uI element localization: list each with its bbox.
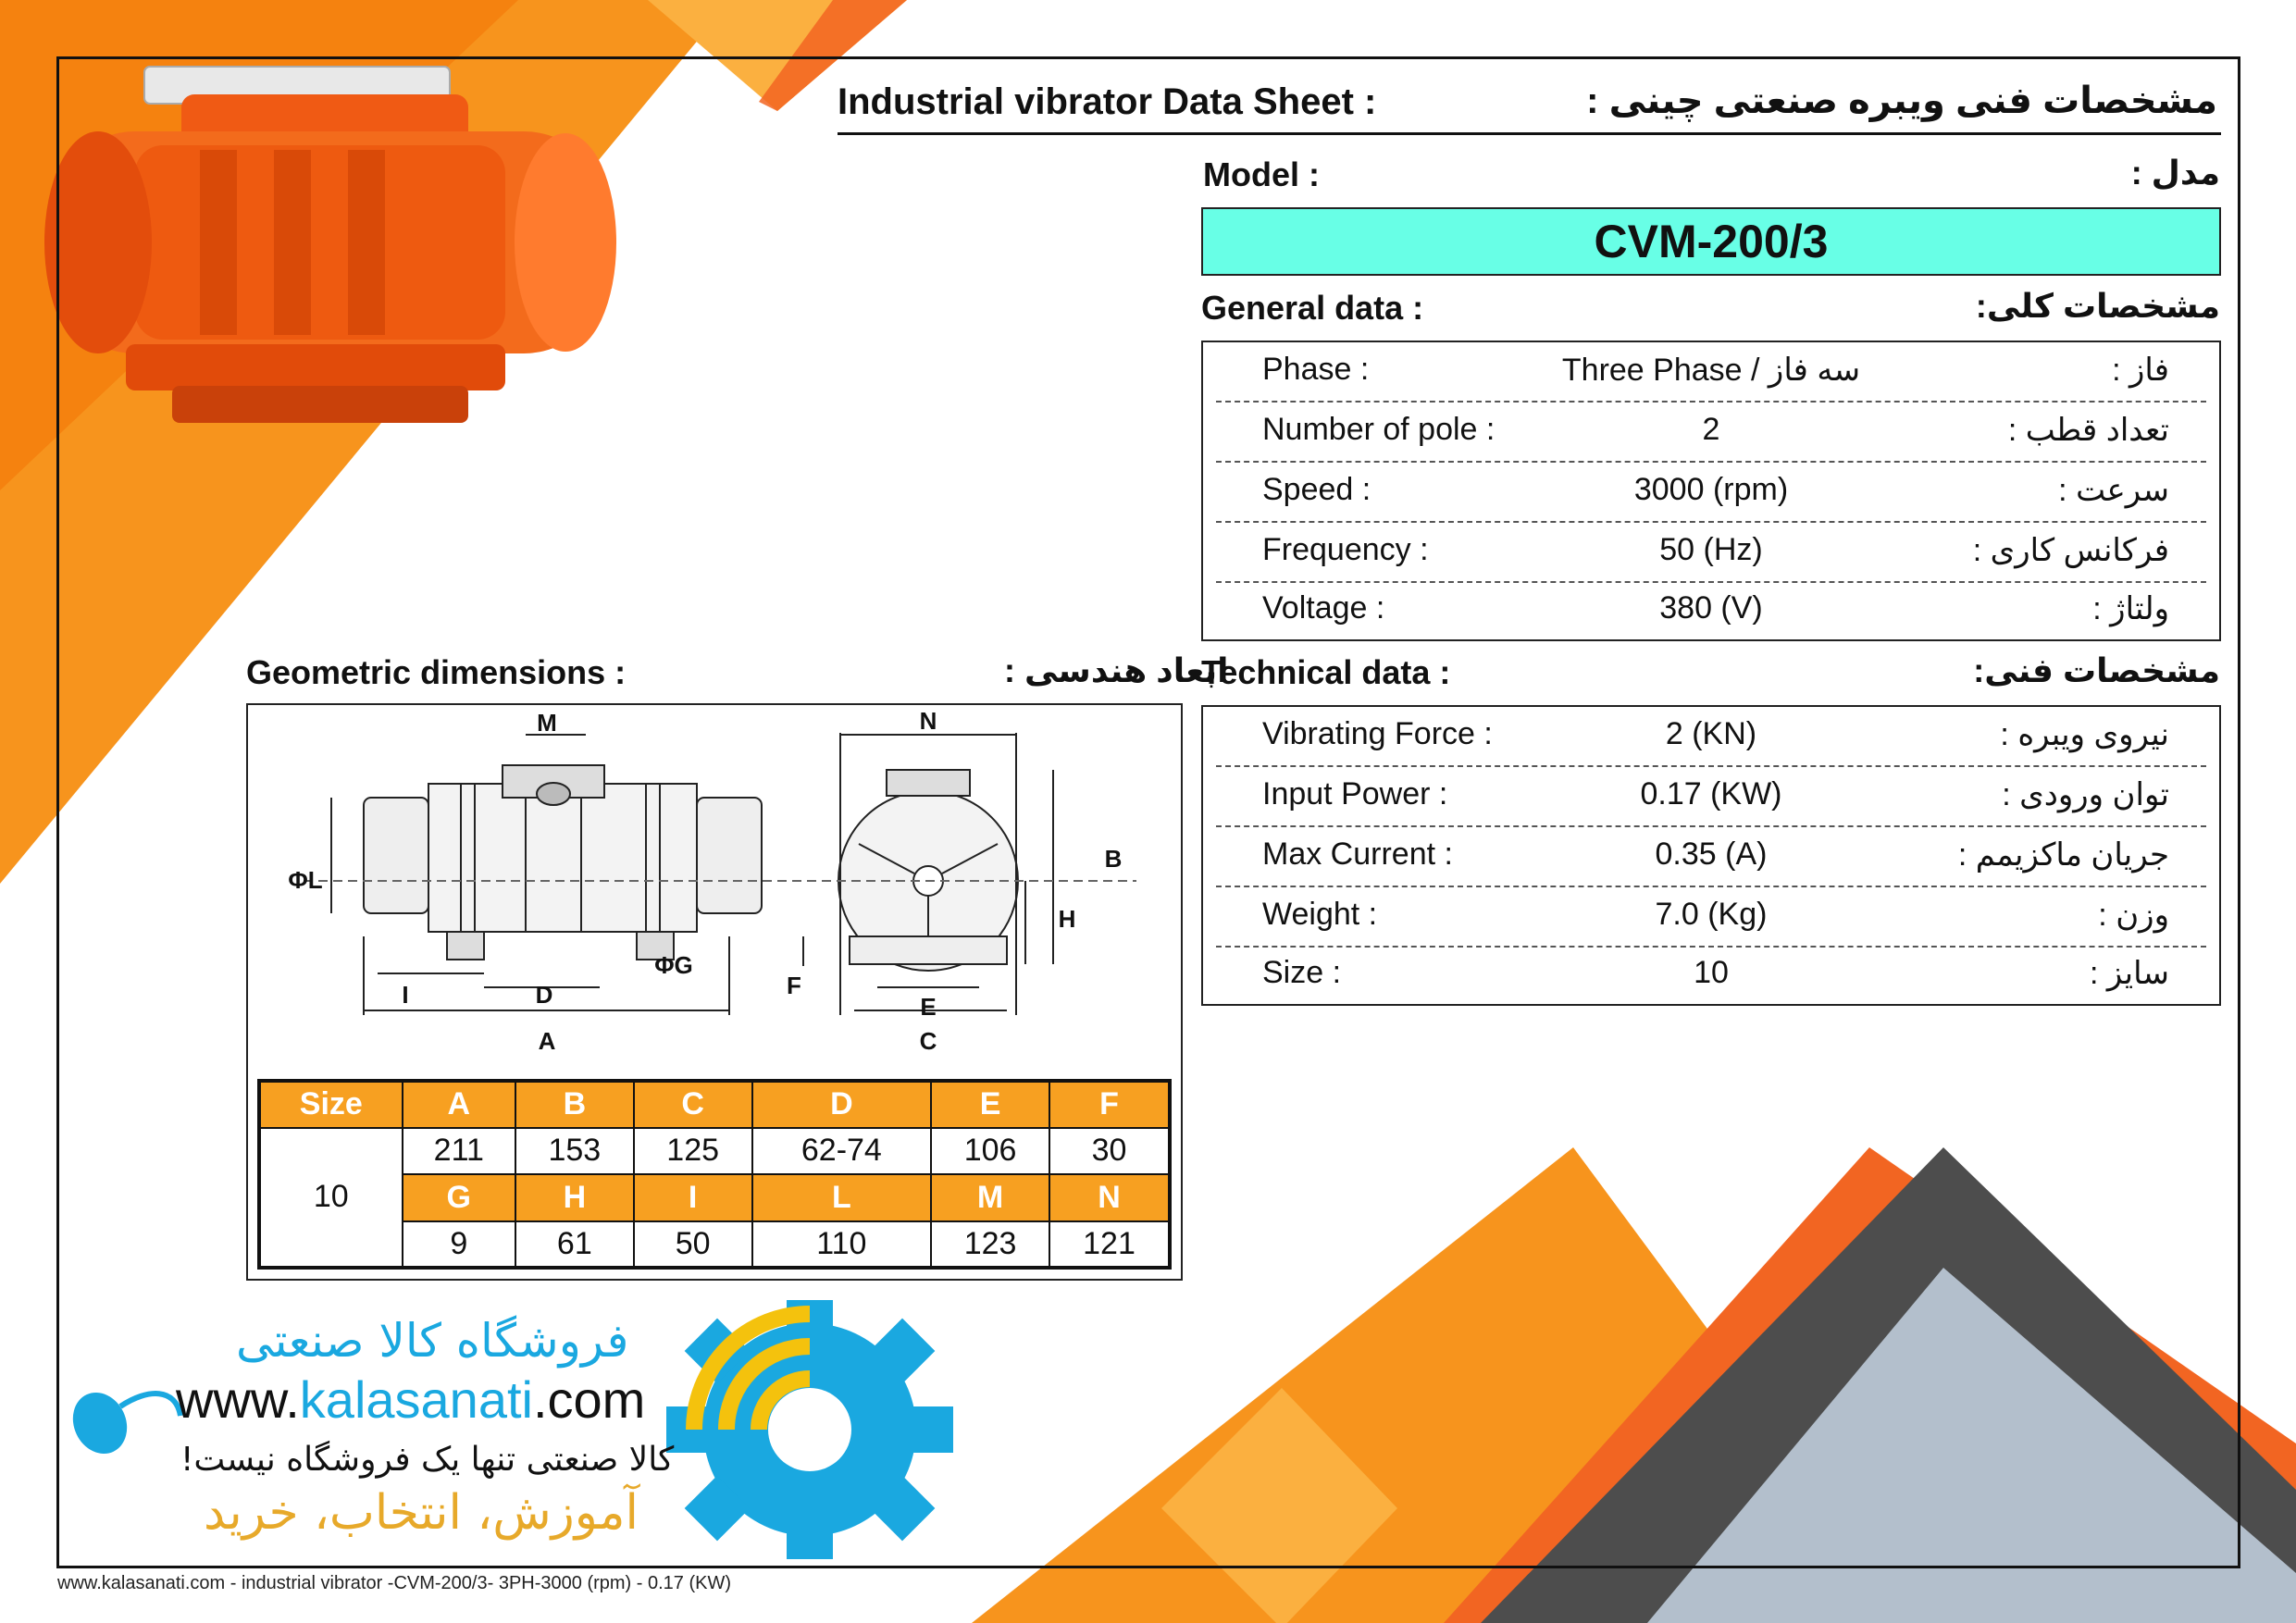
value-cell: 61 [515, 1221, 634, 1269]
dimension-drawing [248, 705, 1181, 1075]
technical-row-size [1216, 946, 2206, 1006]
header-cell: G [403, 1174, 515, 1221]
row-value: 380 (V) [1659, 590, 1763, 626]
value-cell: 110 [752, 1221, 932, 1269]
value-cell: 106 [931, 1128, 1049, 1175]
row-label-fa: سرعت : [2058, 473, 2169, 508]
dim-label-d: D [535, 981, 553, 1009]
size-header: Size [259, 1081, 403, 1128]
model-label-fa: مدل : [2130, 154, 2220, 192]
row-label-fa: جریان ماکزیمم : [1957, 837, 2169, 873]
row-value: 10 [1694, 955, 1729, 990]
size-value: 10 [259, 1128, 403, 1269]
header-cell: M [931, 1174, 1049, 1221]
row-value: 0.17 (KW) [1640, 776, 1782, 812]
logo-fa-title: فروشگاه کالا صنعتی [236, 1314, 629, 1368]
row-label-en: Phase : [1262, 352, 1370, 387]
general-row-phase [1216, 342, 2206, 403]
dim-label-h: H [1058, 905, 1076, 933]
dim-label-n: N [919, 707, 937, 735]
model-value: CVM-200/3 [1201, 207, 2221, 276]
row-value: 3000 (rpm) [1633, 472, 1789, 507]
geometry-box [246, 703, 1183, 1281]
title-fa: مشخصات فنی ویبره صنعتی چینی : [1586, 81, 2217, 121]
value-cell: 153 [515, 1128, 634, 1175]
dim-label-c: C [919, 1027, 937, 1055]
row-label-fa: فاز : [2112, 353, 2169, 388]
general-row-frequency [1216, 523, 2206, 583]
row-label-fa: توان ورودی : [2002, 777, 2169, 812]
row-label-fa: نیروی ویبره : [2000, 717, 2169, 752]
general-label-en: General data : [1201, 289, 1424, 327]
technical-label-fa: مشخصات فنی: [1973, 651, 2220, 689]
dim-label-f: F [787, 972, 801, 999]
header-cell: E [931, 1081, 1049, 1128]
row-label-en: Size : [1262, 955, 1342, 990]
dim-label-l: ΦL [288, 866, 323, 894]
geometry-label-fa: ابعاد هندسی : [1004, 651, 1229, 689]
row-label-fa: تعداد قطب : [2007, 413, 2169, 448]
header-cell: C [634, 1081, 752, 1128]
row-label-en: Voltage : [1262, 590, 1385, 626]
row-value: 2 [1702, 412, 1720, 447]
table-row [259, 1128, 1170, 1175]
logo-url-suffix: .com [532, 1370, 646, 1429]
technical-row-force [1216, 707, 2206, 767]
technical-row-weight [1216, 887, 2206, 948]
logo-slogan: کالا صنعتی تنها یک فروشگاه نیست! [180, 1441, 675, 1479]
gear-icon [639, 1282, 981, 1559]
dim-label-e: E [920, 993, 937, 1021]
dimension-table [257, 1079, 1172, 1270]
title-en: Industrial vibrator Data Sheet : [838, 81, 1377, 122]
general-data-table [1201, 341, 2221, 641]
table-row [259, 1081, 1170, 1128]
technical-label-en: Technical data : [1201, 653, 1451, 691]
geometry-label-en: Geometric dimensions : [246, 653, 627, 691]
row-label-fa: وزن : [2098, 898, 2169, 933]
row-value: 50 (Hz) [1659, 532, 1763, 567]
footer-text: www.kalasanati.com - industrial vibrator -CVM-200/3- 3PH-3000 (rpm) - 0.17 (KW) [57, 1573, 731, 1593]
row-label-en: Max Current : [1262, 836, 1453, 872]
value-cell: 121 [1049, 1221, 1170, 1269]
general-row-pole [1216, 403, 2206, 463]
model-label-en: Model : [1203, 155, 1320, 193]
row-label-en: Number of pole : [1262, 412, 1496, 447]
title-underline [838, 132, 2221, 135]
row-label-en: Vibrating Force : [1262, 716, 1493, 751]
general-row-speed [1216, 463, 2206, 523]
logo-tagline: آموزش، انتخاب، خرید [204, 1485, 639, 1541]
header-cell: B [515, 1081, 634, 1128]
row-label-en: Weight : [1262, 897, 1378, 932]
dim-label-i: I [402, 981, 409, 1009]
technical-row-power [1216, 767, 2206, 827]
value-cell: 211 [403, 1128, 515, 1175]
dim-label-a: A [538, 1027, 556, 1055]
row-label-en: Input Power : [1262, 776, 1448, 812]
row-label-fa: فرکانس کاری : [1972, 533, 2169, 568]
row-value: 2 (KN) [1665, 716, 1757, 751]
header-cell: H [515, 1174, 634, 1221]
general-row-voltage [1216, 581, 2206, 641]
row-label-en: Speed : [1262, 472, 1371, 507]
row-label-fa: سایز : [2090, 956, 2169, 991]
value-cell: 123 [931, 1221, 1049, 1269]
dim-label-m: M [537, 709, 557, 737]
header-cell: I [634, 1174, 752, 1221]
header-cell: A [403, 1081, 515, 1128]
row-label-fa: ولتاژ : [2092, 591, 2169, 626]
value-cell: 62-74 [752, 1128, 932, 1175]
value-cell: 125 [634, 1128, 752, 1175]
general-label-fa: مشخصات کلی: [1975, 287, 2220, 325]
logo-url-name: kalasanati [299, 1370, 533, 1429]
logo-url [176, 1369, 645, 1430]
row-label-en: Frequency : [1262, 532, 1429, 567]
value-cell: 9 [403, 1221, 515, 1269]
dim-label-g: ΦG [654, 951, 693, 979]
value-cell: 50 [634, 1221, 752, 1269]
header-cell: D [752, 1081, 932, 1128]
technical-row-current [1216, 827, 2206, 887]
header-cell: F [1049, 1081, 1170, 1128]
row-value: 7.0 (Kg) [1655, 897, 1768, 932]
header-cell: L [752, 1174, 932, 1221]
technical-data-table [1201, 705, 2221, 1006]
value-cell: 30 [1049, 1128, 1170, 1175]
logo-url-prefix: www. [176, 1370, 300, 1429]
dim-label-b: B [1104, 845, 1123, 873]
mouse-icon [65, 1379, 185, 1462]
row-value: 0.35 (A) [1655, 836, 1768, 872]
row-value: Three Phase / سه فاز [1561, 353, 1861, 388]
header-cell: N [1049, 1174, 1170, 1221]
